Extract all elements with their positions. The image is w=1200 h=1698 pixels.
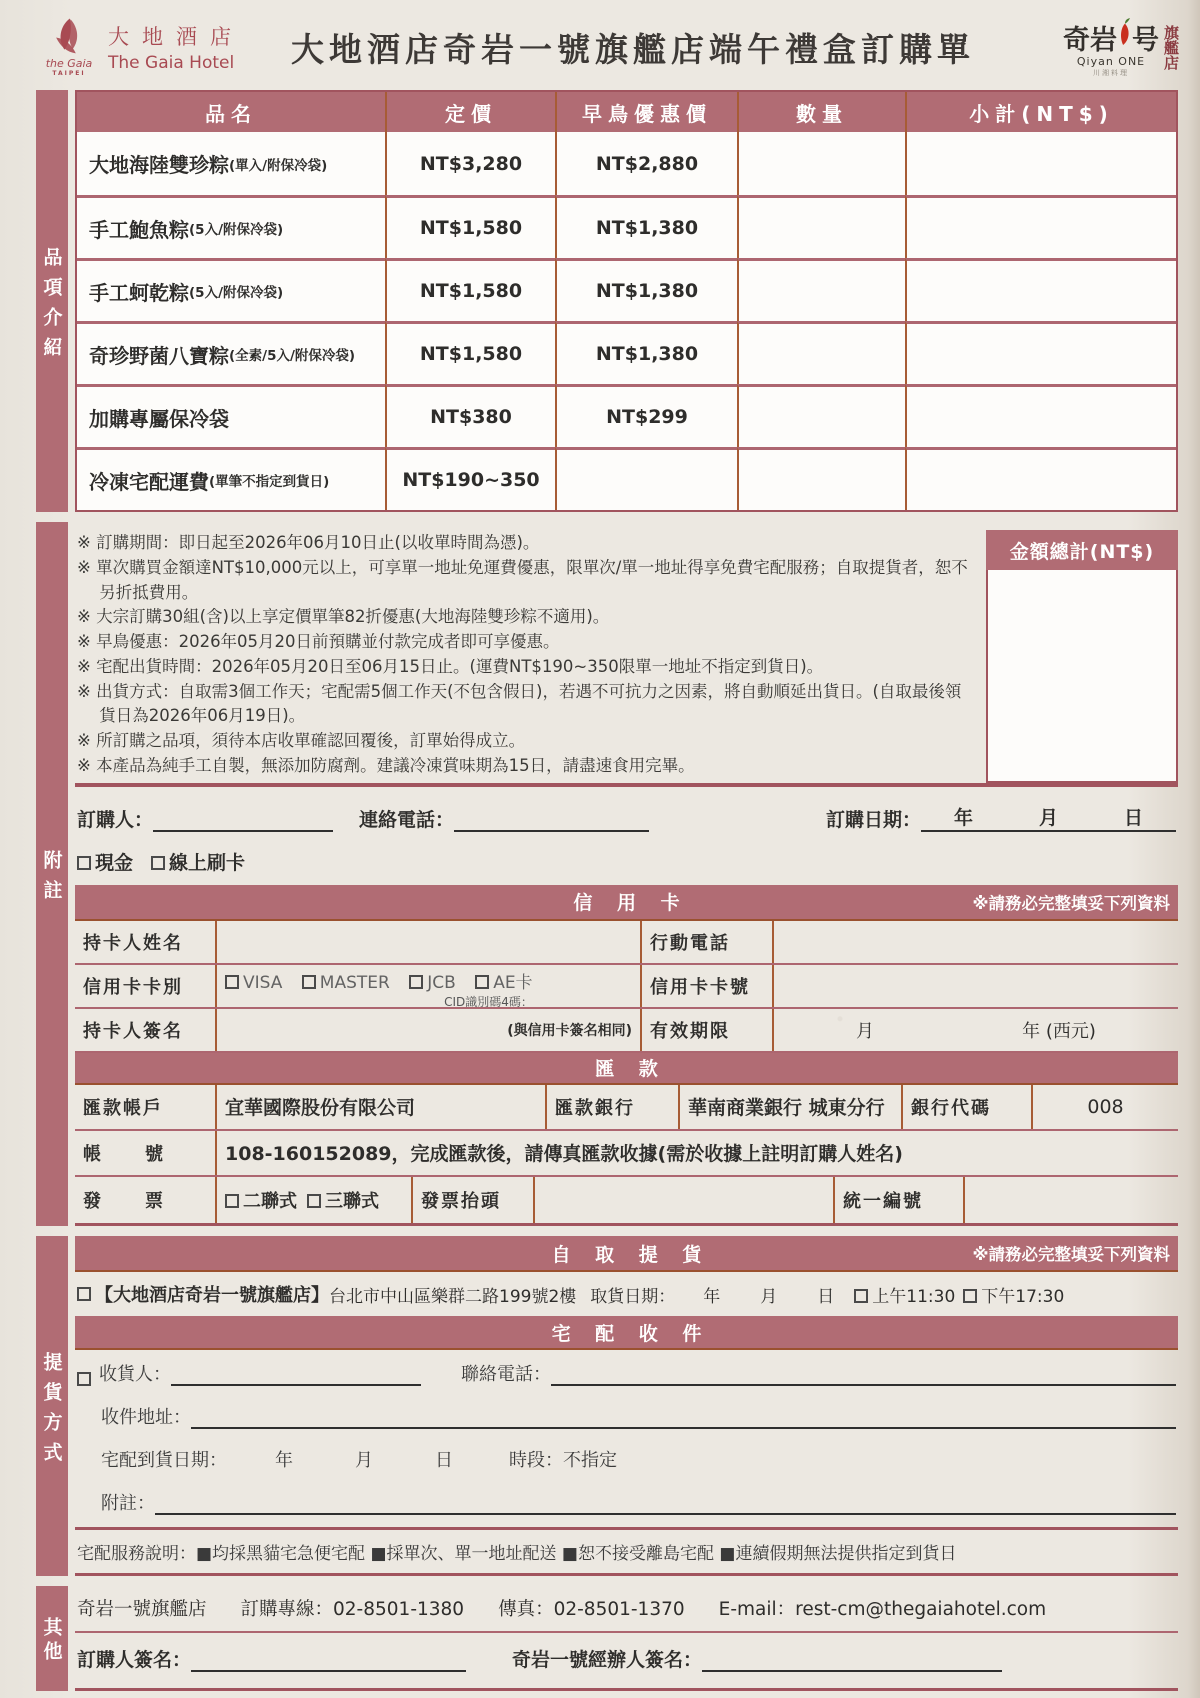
bank-code-value: 008 xyxy=(1031,1085,1178,1129)
page-title: 大地酒店奇岩一號旗艦店端午禮盒訂購單 xyxy=(291,29,975,69)
self-pickup-title: 自 取 提 貨 xyxy=(551,1243,711,1266)
product-name: 冷凍宅配運費 (單筆不指定到貨日) xyxy=(77,447,385,510)
self-pickup-note: ※請務必完整填妥下列資料 xyxy=(972,1245,1170,1264)
pickup-store-address: 台北市中山區樂群二路199號2樓 xyxy=(329,1286,577,1307)
grand-total-box xyxy=(986,530,1178,783)
product-subtotal-cell[interactable] xyxy=(905,321,1176,384)
delivery-day-label: 日 xyxy=(435,1450,453,1471)
invoice-2-checkbox[interactable] xyxy=(225,1194,239,1208)
pickup-year-label: 年 xyxy=(703,1286,721,1307)
product-early-price: NT$1,380 xyxy=(555,321,737,384)
col-header-early: 早鳥優惠價 xyxy=(555,92,737,132)
fax-number: 傳真：02-8501-1370 xyxy=(498,1599,685,1620)
delivery-note-label: 附註： xyxy=(101,1493,155,1514)
product-subtotal-cell[interactable] xyxy=(905,258,1176,321)
store-name: 奇岩一號旗艦店 xyxy=(77,1599,207,1620)
product-name: 大地海陸雙珍粽 (單入/附保冷袋) xyxy=(89,153,328,177)
remit-row-number xyxy=(75,1131,1178,1177)
col-header-subtotal: 小計(NT$) xyxy=(905,92,1176,132)
qiyan-logo xyxy=(998,16,1178,78)
col-header-qty: 數量 xyxy=(737,92,905,132)
delivery-phone-label: 聯絡電話： xyxy=(461,1364,551,1385)
col-header-name: 品名 xyxy=(77,92,385,132)
remit-bank-label: 匯款銀行 xyxy=(545,1085,678,1129)
pickup-pm-option[interactable]: 下午17:30 xyxy=(963,1282,1064,1307)
ae-checkbox[interactable] xyxy=(475,975,489,989)
signature-label: 持卡人簽名 xyxy=(83,1020,183,1042)
gaia-city-text: TAIPEI xyxy=(52,70,86,77)
month-label: 月 xyxy=(1038,806,1058,829)
qiyan-seal-right: 号 xyxy=(1132,25,1159,56)
pay-card-option[interactable] xyxy=(151,848,245,875)
cash-checkbox[interactable] xyxy=(77,856,91,870)
tax-id-field[interactable] xyxy=(963,1177,1178,1223)
delivery-phone-field[interactable] xyxy=(551,1362,1176,1386)
signature-row xyxy=(75,1633,1178,1691)
invoice-label: 發票 xyxy=(83,1190,207,1212)
card-type-label: 信用卡卡別 xyxy=(83,976,183,998)
col-header-price: 定價 xyxy=(385,92,555,132)
jcb-checkbox[interactable] xyxy=(409,975,423,989)
cc-row-signature xyxy=(75,1009,1178,1053)
contact-phone-field[interactable] xyxy=(454,808,649,832)
staff-signature-label: 奇岩一號經辦人簽名： xyxy=(512,1649,703,1671)
product-subtotal-cell[interactable] xyxy=(905,447,1176,510)
product-early-price xyxy=(555,447,737,510)
tax-id-label: 統一編號 xyxy=(833,1177,963,1223)
product-subtotal-cell[interactable] xyxy=(905,132,1176,195)
note-line: ※ 出貨方式：自取需3個工作天；宅配需5個工作天(不包含假日)，若遇不可抗力之因素，將自動順延出貨日。(自取最後領貨日為2026年06月19日)。 xyxy=(77,681,962,726)
note-line: ※ 本產品為純手工自製，無添加防腐劑。建議冷凍賞味期為15日，請盡速食用完畢。 xyxy=(77,755,695,775)
bank-code-label: 銀行代碼 xyxy=(901,1085,1031,1129)
product-qty-cell[interactable] xyxy=(737,258,905,321)
qiyan-vertical-label: 旗艦店 xyxy=(1162,24,1180,70)
pickup-am-option[interactable]: 上午11:30 xyxy=(854,1282,955,1307)
invoice-2-option[interactable]: 二聯式 xyxy=(225,1187,297,1213)
sidebar-item-products: 品項介紹 xyxy=(36,90,68,512)
account-number-label: 帳號 xyxy=(83,1143,207,1165)
products-table xyxy=(75,90,1178,512)
pickup-date-label: 取貨日期： xyxy=(590,1286,676,1307)
year-label: 年 xyxy=(953,806,973,829)
mobile-field[interactable] xyxy=(772,921,1178,963)
note-line: ※ 訂購期間：即日起至2026年06月10日止(以收單時間為憑)。 xyxy=(77,533,540,552)
visa-checkbox[interactable] xyxy=(225,975,239,989)
grand-total-field[interactable] xyxy=(986,570,1178,783)
product-price: NT$1,580 xyxy=(385,258,555,321)
pickup-store-checkbox[interactable] xyxy=(77,1287,91,1301)
section-products xyxy=(36,90,1178,512)
staff-signature-field[interactable] xyxy=(702,1648,1002,1672)
card-label: 線上刷卡 xyxy=(169,851,246,874)
qiyan-seal-left: 奇岩 xyxy=(1063,25,1117,56)
remit-bank-value: 華南商業銀行 城東分行 xyxy=(678,1085,901,1129)
card-number-field[interactable] xyxy=(772,965,1178,1007)
pickup-option-row xyxy=(75,1272,1178,1316)
delivery-address-field[interactable] xyxy=(191,1405,1176,1429)
delivery-year-label: 年 xyxy=(275,1450,293,1471)
delivery-checkbox[interactable] xyxy=(77,1372,91,1386)
section-pickup-delivery xyxy=(36,1236,1178,1576)
grand-total-title: 金額總計(NT$) xyxy=(986,530,1178,570)
invoice-title-field[interactable] xyxy=(533,1177,833,1223)
delivery-service-note: 宅配服務說明：■均採黑貓宅急便宅配 ■採單次、單一地址配送 ■恕不接受離島宅配 ■連續假期無法提供指定到貨日 xyxy=(75,1527,1178,1576)
qiyan-en: Qiyan ONE xyxy=(1076,55,1146,68)
invoice-3-option[interactable]: 三聯式 xyxy=(307,1187,379,1213)
gaia-script-text: the Gaia xyxy=(45,57,93,70)
delivery-date-label: 宅配到貨日期： xyxy=(101,1450,227,1471)
product-subtotal-cell[interactable] xyxy=(905,384,1176,447)
product-early-price: NT$2,880 xyxy=(555,132,737,195)
card-type-options xyxy=(215,965,640,1007)
signature-note: (與信用卡簽名相同) xyxy=(507,1022,632,1039)
product-qty-cell[interactable] xyxy=(737,447,905,510)
pay-cash-option[interactable] xyxy=(77,848,133,875)
order-date-label: 訂購日期： xyxy=(825,808,921,831)
credit-card-note: ※請務必完整填妥下列資料 xyxy=(972,893,1170,913)
expiry-year-label: 年 (西元) xyxy=(1022,1020,1096,1042)
delivery-address-label: 收件地址： xyxy=(101,1407,191,1428)
product-price: NT$3,280 xyxy=(385,132,555,195)
remit-account-label: 匯款帳戶 xyxy=(83,1097,163,1119)
product-qty-cell[interactable] xyxy=(737,321,905,384)
remit-account-value: 宜華國際股份有限公司 xyxy=(215,1085,545,1129)
receiver-label: 收貨人： xyxy=(99,1364,171,1385)
delivery-month-label: 月 xyxy=(355,1450,373,1471)
note-line: ※ 大宗訂購30組(含)以上享定價單筆82折優惠(大地海陸雙珍粽不適用)。 xyxy=(77,607,610,627)
card-checkbox[interactable] xyxy=(151,856,165,870)
note-line: ※ 宅配出貨時間：2026年05月20日至06月15日止。(運費NT$190~350限單一地址不指定到貨日)。 xyxy=(77,656,824,676)
product-price: NT$1,580 xyxy=(385,321,555,384)
master-option[interactable]: MASTER xyxy=(302,973,390,993)
delivery-form xyxy=(75,1350,1178,1525)
gaia-name-en: The Gaia Hotel xyxy=(108,53,235,73)
invoice-title-label: 發票抬頭 xyxy=(411,1177,533,1223)
section-other xyxy=(36,1586,1178,1691)
remit-row-invoice xyxy=(75,1177,1178,1223)
card-number-label: 信用卡卡號 xyxy=(640,965,772,1007)
header xyxy=(36,10,1178,84)
visa-option[interactable]: VISA xyxy=(225,973,282,993)
home-delivery-bar xyxy=(75,1316,1178,1350)
receiver-field[interactable] xyxy=(171,1362,421,1386)
product-early-price: NT$299 xyxy=(555,384,737,447)
product-early-price: NT$1,380 xyxy=(555,258,737,321)
master-checkbox[interactable] xyxy=(302,975,316,989)
expiry-label: 有效期限 xyxy=(640,1009,772,1051)
cc-row-type xyxy=(75,965,1178,1009)
note-line: ※ 早鳥優惠：2026年05月20日前預購並付款完成者即可享優惠。 xyxy=(77,632,560,651)
remittance-bar xyxy=(75,1053,1178,1085)
expiry-field[interactable] xyxy=(772,1009,1178,1051)
buyer-signature-label: 訂購人簽名： xyxy=(77,1649,192,1671)
pickup-store-name: 【大地酒店奇岩一號旗艦店】 xyxy=(95,1285,329,1306)
contact-phone-label: 連絡電話： xyxy=(359,808,455,831)
product-qty-cell[interactable] xyxy=(737,195,905,258)
email-address: E-mail：rest-cm@thegaiahotel.com xyxy=(718,1599,1047,1620)
self-pickup-bar xyxy=(75,1236,1178,1272)
sidebar-item-notes: 附註 xyxy=(36,522,68,1226)
contact-row xyxy=(75,1586,1178,1633)
ae-option[interactable]: AE卡 xyxy=(475,973,532,993)
product-name: 奇珍野菌八寶粽 (全素/5入/附保冷袋) xyxy=(77,321,385,384)
chili-icon xyxy=(1117,16,1132,57)
product-name: 加購專屬保冷袋 xyxy=(77,384,385,447)
gaia-name-cn: 大地酒店 xyxy=(108,25,244,49)
section-notes xyxy=(36,522,1178,1226)
pickup-day-label: 日 xyxy=(817,1286,835,1307)
product-early-price: NT$1,380 xyxy=(555,195,737,258)
jcb-option[interactable]: JCB xyxy=(409,973,456,993)
note-line: ※ 所訂購之品項，須待本店收單確認回覆後，訂單始得成立。 xyxy=(77,731,526,750)
buyer-name-field[interactable] xyxy=(153,808,333,832)
product-qty-cell[interactable] xyxy=(737,132,905,195)
sidebar-item-other: 其他 xyxy=(36,1586,68,1691)
signature-field[interactable] xyxy=(215,1009,640,1051)
delivery-note-field[interactable] xyxy=(155,1491,1176,1515)
pickup-pm-checkbox[interactable] xyxy=(963,1289,977,1303)
remit-row-account xyxy=(75,1085,1178,1131)
gaia-logo xyxy=(36,17,268,77)
order-date-field[interactable] xyxy=(921,803,1176,832)
product-price: NT$1,580 xyxy=(385,195,555,258)
pickup-month-label: 月 xyxy=(760,1286,778,1307)
product-price: NT$380 xyxy=(385,384,555,447)
divider xyxy=(75,1223,1178,1227)
buyer-signature-field[interactable] xyxy=(191,1648,466,1672)
order-notes xyxy=(75,522,978,783)
qiyan-sub: 川湘料理 xyxy=(1093,69,1129,77)
account-number-value: 108-160152089，完成匯款後，請傳真匯款收據(需於收據上註明訂購人姓名) xyxy=(215,1131,1178,1175)
product-subtotal-cell[interactable] xyxy=(905,195,1176,258)
cash-label: 現金 xyxy=(95,851,134,874)
cc-row-holder xyxy=(75,921,1178,965)
delivery-time-label: 時段：不指定 xyxy=(509,1450,617,1471)
buyer-label: 訂購人： xyxy=(77,808,154,831)
day-label: 日 xyxy=(1123,806,1143,829)
product-price: NT$190~350 xyxy=(385,447,555,510)
note-line: ※ 單次購買金額達NT$10,000元以上，可享單一地址免運費優惠，限單次/單一地址得享免費宅配服務；自取提貨者，恕不另折抵費用。 xyxy=(77,557,968,602)
product-qty-cell[interactable] xyxy=(737,384,905,447)
expiry-month-label: 月 xyxy=(856,1020,875,1042)
sidebar-item-pickup: 提貨方式 xyxy=(36,1236,68,1576)
mobile-label: 行動電話 xyxy=(640,921,772,963)
product-name: 手工鮑魚粽 (5入/附保冷袋) xyxy=(77,195,385,258)
product-name: 手工蚵乾粽 (5入/附保冷袋) xyxy=(77,258,385,321)
cid-label: CID識別碼4碼： xyxy=(444,994,533,1009)
order-hotline: 訂購專線：02-8501-1380 xyxy=(240,1599,465,1620)
invoice-3-checkbox[interactable] xyxy=(307,1194,321,1208)
remittance-title: 匯 款 xyxy=(595,1058,667,1080)
invoice-options xyxy=(215,1177,411,1223)
cardholder-field[interactable] xyxy=(215,921,640,963)
pickup-am-checkbox[interactable] xyxy=(854,1289,868,1303)
credit-card-title: 信 用 卡 xyxy=(573,892,689,914)
cardholder-label: 持卡人姓名 xyxy=(83,932,183,954)
credit-card-bar xyxy=(75,885,1178,921)
home-delivery-title: 宅 配 收 件 xyxy=(551,1322,711,1345)
